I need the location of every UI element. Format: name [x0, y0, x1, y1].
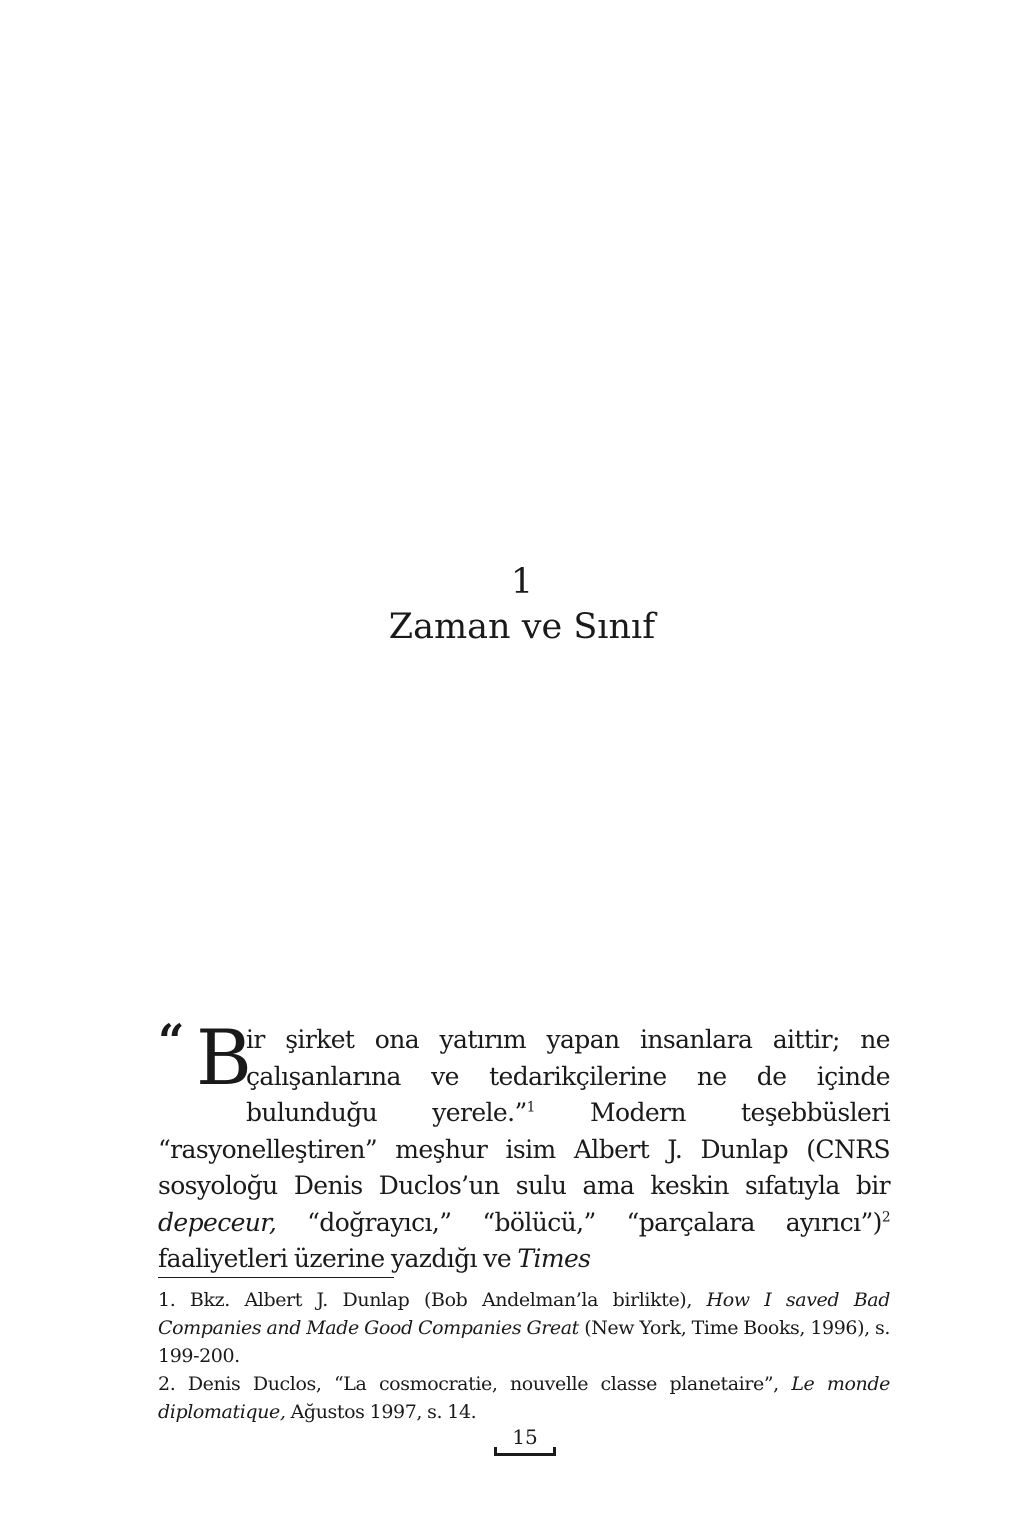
footnote-ref-2[interactable]: 2 — [881, 1209, 890, 1226]
paragraph-text-4: faaliyetleri üzerine yazdığı ve — [158, 1244, 518, 1273]
paragraph-text-3: “doğrayıcı,” “bölücü,” “parçalara ayırıcı”) — [276, 1207, 882, 1237]
footnote-2-text-c: Ağustos 1997, s. 14. — [285, 1401, 477, 1423]
footnote-1 — [158, 1286, 890, 1370]
footnote-2-journal-title: Le monde diplomatique, — [158, 1373, 890, 1423]
footnote-1-book-title: How I saved Bad Companies and Made Good Companies Great — [158, 1289, 890, 1339]
footnote-2 — [158, 1370, 890, 1426]
drop-cap: B — [196, 1013, 252, 1102]
footnote-1-text-a: 1. Bkz. Albert J. Dunlap (Bob Andelman’la birlikte), — [158, 1289, 707, 1311]
paragraph-italic-times: Times — [517, 1244, 591, 1273]
paragraph-text-1: ir şirket ona yatırım yapan insanlara aittir; ne çalışanlarına ve tedarikçilerine ne de içinde bulunduğu yerele.” — [246, 1025, 890, 1127]
footnote-2-text-a: 2. Denis Duclos, “La cosmocratie, nouvelle classe planetaire”, — [158, 1373, 792, 1395]
footnote-1-text-c: (New York, Time Books, 1996), s. 199-200. — [158, 1317, 890, 1367]
chapter-title: Zaman ve Sınıf — [388, 607, 656, 647]
footnotes — [158, 1286, 890, 1426]
opening-quote-mark: “ — [158, 1014, 181, 1068]
body-text — [158, 1013, 890, 1278]
opening-paragraph — [158, 1013, 890, 1278]
paragraph-italic-depeceur: depeceur, — [158, 1207, 277, 1237]
chapter-number: 1 — [510, 562, 534, 602]
page-number: 15 — [512, 1425, 538, 1449]
paragraph-text-2: Modern teşebbüsleri “rasyonelleştiren” meşhur isim Albert J. Dunlap (CNRS sosyoloğu Denis Duclos’un sulu ama keskin sıfatıyla bir — [158, 1098, 890, 1200]
chapter-heading — [0, 560, 1024, 650]
drop-cap-block — [158, 1013, 252, 1102]
footnote-divider — [158, 1277, 394, 1278]
page-number-bracket — [494, 1425, 556, 1456]
footnote-ref-1[interactable]: 1 — [526, 1099, 535, 1116]
